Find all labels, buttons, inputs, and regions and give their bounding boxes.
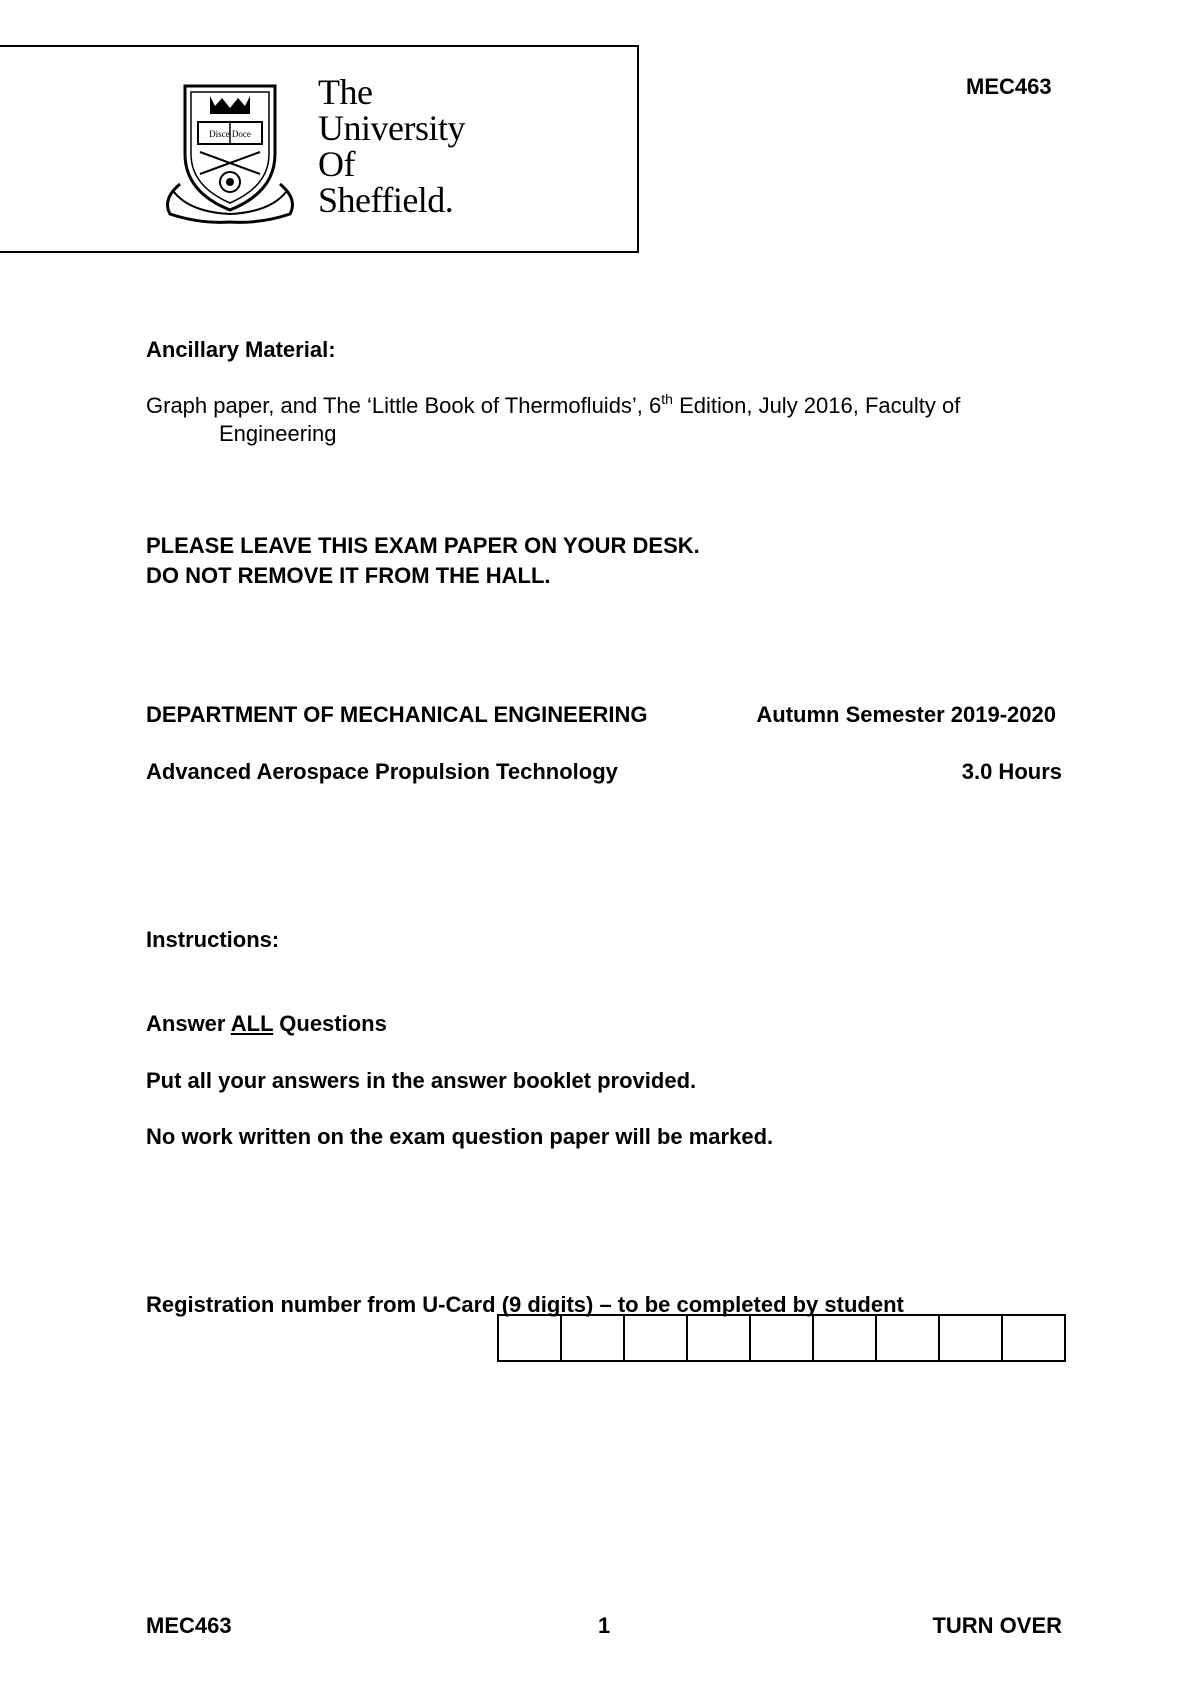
footer-turn-over: TURN OVER [932,1613,1062,1638]
module-title: Advanced Aerospace Propulsion Technology [146,759,618,784]
instruction-answer-all [146,1011,387,1037]
registration-digit-box[interactable] [625,1316,688,1360]
registration-label: Registration number from U-Card (9 digits) – to be completed by student [146,1292,904,1317]
instruction-answer-emph: ALL [230,1011,274,1036]
university-wordmark [318,74,465,218]
registration-digit-box[interactable] [562,1316,625,1360]
footer-course-code: MEC463 [146,1613,232,1638]
wordmark-line-2: University [318,108,465,148]
university-crest-icon [160,74,300,224]
ancillary-text-part-2: Edition, July 2016, Faculty of [672,393,961,418]
ancillary-heading: Ancillary Material: [146,337,336,362]
registration-digit-box[interactable] [1003,1316,1066,1360]
registration-digit-box[interactable] [688,1316,751,1360]
wordmark-line-3: Of [318,144,355,184]
instruction-answer-suffix: Questions [273,1011,387,1036]
department-name: DEPARTMENT OF MECHANICAL ENGINEERING [146,702,648,727]
registration-digit-box[interactable] [814,1316,877,1360]
wordmark-line-4: Sheffield. [318,180,454,220]
crest-motto: Disce Doce [209,129,251,139]
registration-digit-box[interactable] [940,1316,1003,1360]
notice-line-2: DO NOT REMOVE IT FROM THE HALL. [146,563,551,588]
semester: Autumn Semester 2019-2020 [756,702,1056,727]
course-code-header: MEC463 [966,74,1052,99]
ancillary-text-line-2: Engineering [219,421,337,446]
ancillary-text-part-1: Graph paper, and The ‘Little Book of Thermofluids’, 6 [146,393,662,418]
footer-page-number: 1 [598,1613,611,1638]
instructions-heading: Instructions: [146,927,280,952]
instruction-not-marked: No work written on the exam question paper will be marked. [146,1124,774,1149]
exam-duration: 3.0 Hours [961,759,1062,784]
registration-digit-box[interactable] [751,1316,814,1360]
registration-digit-box[interactable] [877,1316,940,1360]
instruction-booklet: Put all your answers in the answer booklet provided. [146,1068,697,1093]
registration-digit-box[interactable] [499,1316,562,1360]
instruction-answer-prefix: Answer [146,1011,231,1036]
ancillary-text-line-1 [146,393,960,419]
registration-number-grid[interactable] [497,1314,1066,1362]
ancillary-superscript: th [661,391,673,407]
notice-line-1: PLEASE LEAVE THIS EXAM PAPER ON YOUR DESK. [146,533,700,558]
wordmark-line-1: The [318,72,373,112]
